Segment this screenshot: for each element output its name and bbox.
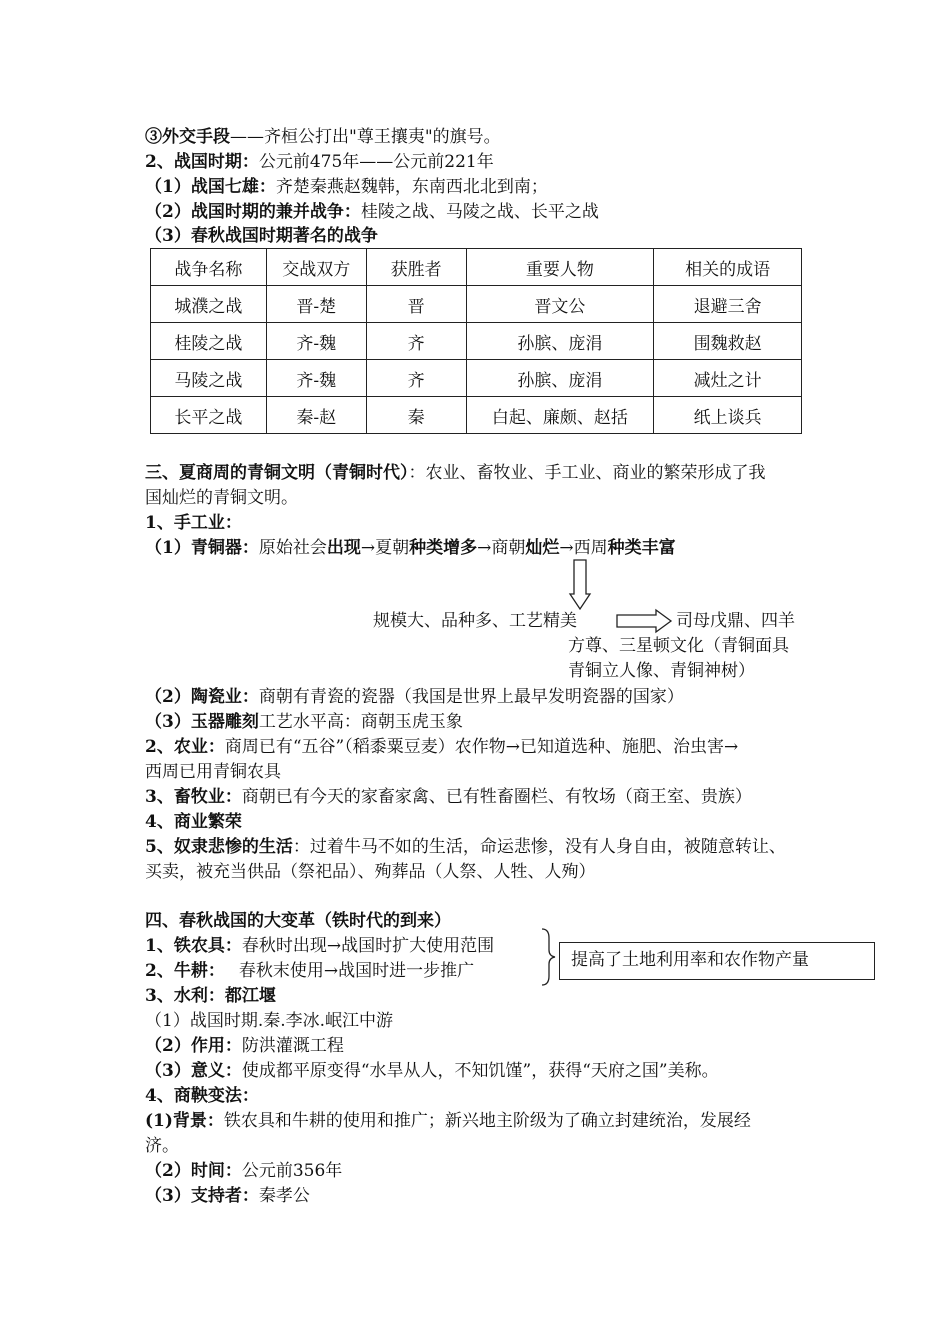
jade-label: （3）玉器雕刻 bbox=[145, 712, 259, 732]
water-function-line bbox=[145, 1034, 344, 1058]
bronze-text: 出现 bbox=[326, 538, 361, 558]
examples-line: 方尊、三星顿文化（青铜面具 bbox=[568, 636, 789, 656]
table-cell: 晋 bbox=[366, 286, 466, 323]
table-cell: 齐 bbox=[366, 323, 466, 360]
iron-text: 春秋时出现→战国时扩大使用范围 bbox=[241, 936, 495, 956]
annexation-line bbox=[145, 200, 599, 224]
table-header-cell: 相关的成语 bbox=[654, 249, 802, 286]
table-header-cell: 交战双方 bbox=[266, 249, 366, 286]
ceramic-label: （2）陶瓷业： bbox=[145, 687, 259, 707]
down-arrow-icon bbox=[569, 560, 591, 610]
herding-text: 商朝已有今天的家畜家禽、已有牲畜圈栏、有牧场（商王室、贵族） bbox=[241, 787, 752, 807]
table-cell: 白起、廉颇、赵括 bbox=[466, 397, 654, 434]
reform-supporter-text: 秦孝公 bbox=[258, 1186, 310, 1206]
ox-label: 2、牛耕： bbox=[145, 961, 225, 981]
table-cell: 齐-魏 bbox=[266, 323, 366, 360]
seven-states-label: （1）战国七雄： bbox=[145, 177, 276, 197]
table-header-cell: 战争名称 bbox=[151, 249, 267, 286]
bronze-text: →夏朝 bbox=[360, 538, 410, 558]
reform-background-line bbox=[145, 1109, 751, 1133]
water-meaning-text: 使成都平原变得“水旱从人，不知饥馑”，获得“天府之国”美称。 bbox=[241, 1061, 719, 1081]
warring-states-line bbox=[145, 150, 494, 174]
table-cell: 减灶之计 bbox=[654, 360, 802, 397]
note-text: 提高了土地利用率和农作物产量 bbox=[571, 950, 809, 970]
section3-title-rest: ：农业、畜牧业、手工业、商业的繁荣形成了我 bbox=[408, 463, 766, 483]
reform-background-text: 铁农具和牛耕的使用和推广；新兴地主阶级为了确立封建统治，发展经 bbox=[223, 1111, 751, 1131]
table-cell: 齐-魏 bbox=[266, 360, 366, 397]
agriculture-cont: 西周已用青铜农具 bbox=[145, 762, 281, 782]
table-cell: 齐 bbox=[366, 360, 466, 397]
table-cell: 晋-楚 bbox=[266, 286, 366, 323]
table-cell: 秦 bbox=[366, 397, 466, 434]
diplomacy-text: ——齐桓公打出"尊王攘夷"的旗号。 bbox=[230, 127, 501, 147]
table-row bbox=[151, 323, 802, 360]
diplomacy-label: ③外交手段 bbox=[145, 127, 230, 147]
table-cell: 桂陵之战 bbox=[151, 323, 267, 360]
agriculture-text: 商周已有“五谷”（稻黍粟豆麦）农作物→已知道选种、施肥、治虫害→ bbox=[224, 737, 739, 757]
water-function-label: （2）作用： bbox=[145, 1036, 242, 1056]
table-cell: 城濮之战 bbox=[151, 286, 267, 323]
water-line: （1）战国时期.秦.李冰.岷江中游 bbox=[145, 1011, 394, 1031]
annexation-text: 桂陵之战、马陵之战、长平之战 bbox=[360, 202, 599, 222]
bronze-line bbox=[145, 536, 676, 560]
table-cell: 孙膑、庞涓 bbox=[466, 323, 654, 360]
water-meaning-label: （3）意义： bbox=[145, 1061, 242, 1081]
reform-time-line bbox=[145, 1159, 342, 1183]
table-cell: 晋文公 bbox=[466, 286, 654, 323]
herding-label: 3、畜牧业： bbox=[145, 787, 242, 807]
section3-title-line bbox=[145, 461, 766, 485]
bronze-text: 原始社会 bbox=[258, 538, 327, 558]
slave-label: 5、奴隶悲惨的生活 bbox=[145, 837, 293, 857]
reform-background-cont: 济。 bbox=[145, 1136, 179, 1156]
bronze-text: →西周 bbox=[559, 538, 608, 558]
ceramic-text: 商朝有青瓷的瓷器（我国是世界上最早发明瓷器的国家） bbox=[258, 687, 684, 707]
examples-line: 青铜立人像、青铜神树） bbox=[568, 661, 755, 681]
commerce-line: 4、商业繁荣 bbox=[145, 812, 242, 832]
table-header-cell: 重要人物 bbox=[466, 249, 654, 286]
seven-states-text: 齐楚秦燕赵魏韩，东南西北北到南； bbox=[275, 177, 548, 197]
handicraft-heading: 1、手工业： bbox=[145, 513, 242, 533]
diplomacy-line bbox=[145, 125, 501, 149]
ox-text: 春秋末使用→战国时进一步推广 bbox=[238, 961, 475, 981]
reform-supporter-label: （3）支持者： bbox=[145, 1186, 259, 1206]
section4-title: 四、春秋战国的大变革（铁时代的到来） bbox=[145, 911, 451, 931]
famous-wars-heading: （3）春秋战国时期著名的战争 bbox=[145, 226, 378, 246]
annexation-label: （2）战国时期的兼并战争： bbox=[145, 202, 361, 222]
reform-supporter-line bbox=[145, 1184, 310, 1208]
section3-title-cont: 国灿烂的青铜文明。 bbox=[145, 488, 298, 508]
bronze-text: 灿烂 bbox=[525, 538, 560, 558]
jade-text: 工艺水平高：商朝玉虎玉象 bbox=[258, 712, 463, 732]
reform-background-label: (1)背景： bbox=[145, 1111, 224, 1131]
table-row bbox=[151, 286, 802, 323]
wars-table bbox=[150, 248, 802, 434]
section3-title: 三、夏商周的青铜文明（青铜时代） bbox=[145, 463, 409, 483]
table-row bbox=[151, 360, 802, 397]
slave-text: ：过着牛马不如的生活，命运悲惨，没有人身自由，被随意转让、 bbox=[292, 837, 786, 857]
water-heading: 3、水利：都江堰 bbox=[145, 986, 276, 1006]
table-header-row bbox=[151, 249, 802, 286]
examples-line: 司母戊鼎、四羊 bbox=[676, 611, 795, 631]
jade-line bbox=[145, 710, 463, 734]
warring-states-label: 2、战国时期： bbox=[145, 152, 259, 172]
table-cell: 纸上谈兵 bbox=[654, 397, 802, 434]
herding-line bbox=[145, 785, 752, 809]
iron-label: 1、铁农具： bbox=[145, 936, 242, 956]
ceramic-line bbox=[145, 685, 684, 709]
agriculture-line bbox=[145, 735, 738, 759]
bronze-label: （1）青铜器： bbox=[145, 538, 259, 558]
ox-line bbox=[145, 959, 474, 983]
iron-line bbox=[145, 934, 494, 958]
bronze-text: 种类丰富 bbox=[607, 538, 676, 558]
right-brace-icon bbox=[540, 928, 556, 986]
right-arrow-icon bbox=[616, 609, 672, 633]
slave-line bbox=[145, 835, 786, 859]
agriculture-label: 2、农业： bbox=[145, 737, 225, 757]
note-box bbox=[559, 942, 875, 980]
table-cell: 马陵之战 bbox=[151, 360, 267, 397]
warring-states-text: 公元前475年——公元前221年 bbox=[258, 152, 494, 172]
table-header-cell: 获胜者 bbox=[366, 249, 466, 286]
bronze-text: →商朝 bbox=[477, 538, 526, 558]
table-cell: 秦-赵 bbox=[266, 397, 366, 434]
slave-cont: 买卖，被充当供品（祭祀品）、殉葬品（人祭、人牲、人殉） bbox=[145, 862, 596, 882]
table-cell: 围魏救赵 bbox=[654, 323, 802, 360]
table-row bbox=[151, 397, 802, 434]
water-meaning-line bbox=[145, 1059, 719, 1083]
table-cell: 退避三舍 bbox=[654, 286, 802, 323]
reform-time-text: 公元前356年 bbox=[241, 1161, 343, 1181]
seven-states-line bbox=[145, 175, 548, 199]
reform-heading: 4、商鞅变法： bbox=[145, 1086, 259, 1106]
water-function-text: 防洪灌溉工程 bbox=[241, 1036, 344, 1056]
scale-text: 规模大、品种多、工艺精美 bbox=[373, 611, 577, 631]
bronze-text: 种类增多 bbox=[409, 538, 478, 558]
table-cell: 长平之战 bbox=[151, 397, 267, 434]
table-cell: 孙膑、庞涓 bbox=[466, 360, 654, 397]
reform-time-label: （2）时间： bbox=[145, 1161, 242, 1181]
